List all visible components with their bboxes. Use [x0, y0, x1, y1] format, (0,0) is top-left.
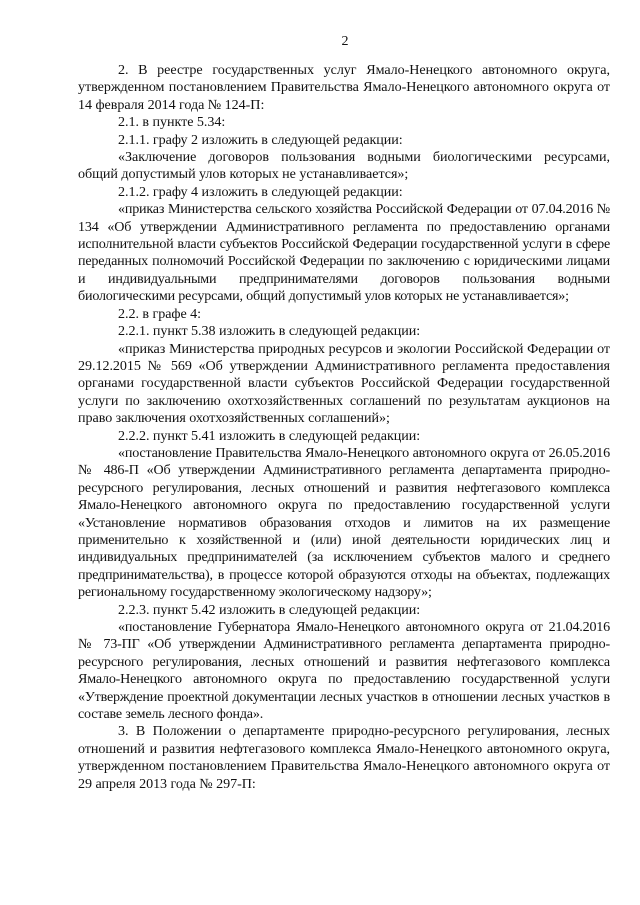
paragraph-2-1-1: 2.1.1. графу 2 изложить в следующей редакции:	[118, 131, 403, 148]
page-number: 2	[341, 34, 349, 49]
paragraph-2-2: 2.2. в графе 4:	[118, 305, 202, 322]
paragraph-quote-resolution-73: «постановление Губернатора Ямало-Ненецкого автономного округа от 21.04.2016 № 73-ПГ «Об утверждении Административного регламента департамента природно-ресурсного регулирования, лесных отношений и развития нефтегазового комплекса Ямало-Ненецкого автономного округа по предоставлению государственной услуги «Утверждение проектной документации лесных участков в отношении лесных участков в составе земель лесного фонда».	[78, 619, 610, 723]
paragraph-2-2-2: 2.2.2. пункт 5.41 изложить в следующей редакции:	[118, 427, 421, 444]
paragraph-3-regulation: 3. В Положении о департаменте природно-ресурсного регулирования, лесных отношений и развития нефтегазового комплекса Ямало-Ненецкого автономного округа, утвержденном постановлением Правительства Ямало-Ненецкого автономного округа от 29 апреля 2013 года № 297-П:	[78, 723, 610, 792]
paragraph-2-1-2: 2.1.2. графу 4 изложить в следующей редакции:	[118, 183, 403, 200]
document-body	[78, 62, 610, 793]
paragraph-quote-resolution-486: «постановление Правительства Ямало-Ненецкого автономного округа от 26.05.2016 № 486-П «Об утверждении Административного регламента департамента природно-ресурсного регулирования, лесных отношений и развития нефтегазового комплекса Ямало-Ненецкого автономного округа по предоставлению государственной услуги «Установление нормативов образования отходов и лимитов на их размещение применительно к хозяйственной и (или) иной деятельности юридических лиц и индивидуальных предпринимателей (за исключением субъектов малого и среднего предпринимательства), в процессе которой образуются отходы на объектах, подлежащих региональному государственному экологическому надзору»;	[78, 444, 610, 601]
paragraph-2-registry: 2. В реестре государственных услуг Ямало-Ненецкого автономного округа, утвержденном постановлением Правительства Ямало-Ненецкого автономного округа от 14 февраля 2014 года № 124-П:	[78, 62, 610, 113]
paragraph-2-1: 2.1. в пункте 5.34:	[118, 114, 226, 131]
paragraph-quote-order-134: «приказ Министерства сельского хозяйства Российской Федерации от 07.04.2016 № 134 «Об утверждении Административного регламента по предоставлению органами исполнительной власти субъектов Российской Федерации государственной услуги в сфере переданных полномочий Российской Федерации по заключению с юридическими лицами и индивидуальными предпринимателями договоров пользования водными биологическими ресурсами, общий допустимый улов которых не устанавливается»;	[78, 201, 610, 305]
paragraph-2-2-3: 2.2.3. пункт 5.42 изложить в следующей редакции:	[118, 601, 421, 618]
paragraph-2-2-1: 2.2.1. пункт 5.38 изложить в следующей редакции:	[118, 323, 421, 340]
paragraph-quote-order-569: «приказ Министерства природных ресурсов и экологии Российской Федерации от 29.12.2015 № 569 «Об утверждении Административного регламента предоставления органами государственной власти субъектов Российской Федерации государственной услуги по заключению охотхозяйственных соглашений по результатам аукционов на право заключения охотхозяйственных соглашений»;	[78, 340, 610, 427]
paragraph-quote-column-2: «Заключение договоров пользования водными биологическими ресурсами, общий допустимый улов которых не устанавливается»;	[78, 149, 610, 183]
